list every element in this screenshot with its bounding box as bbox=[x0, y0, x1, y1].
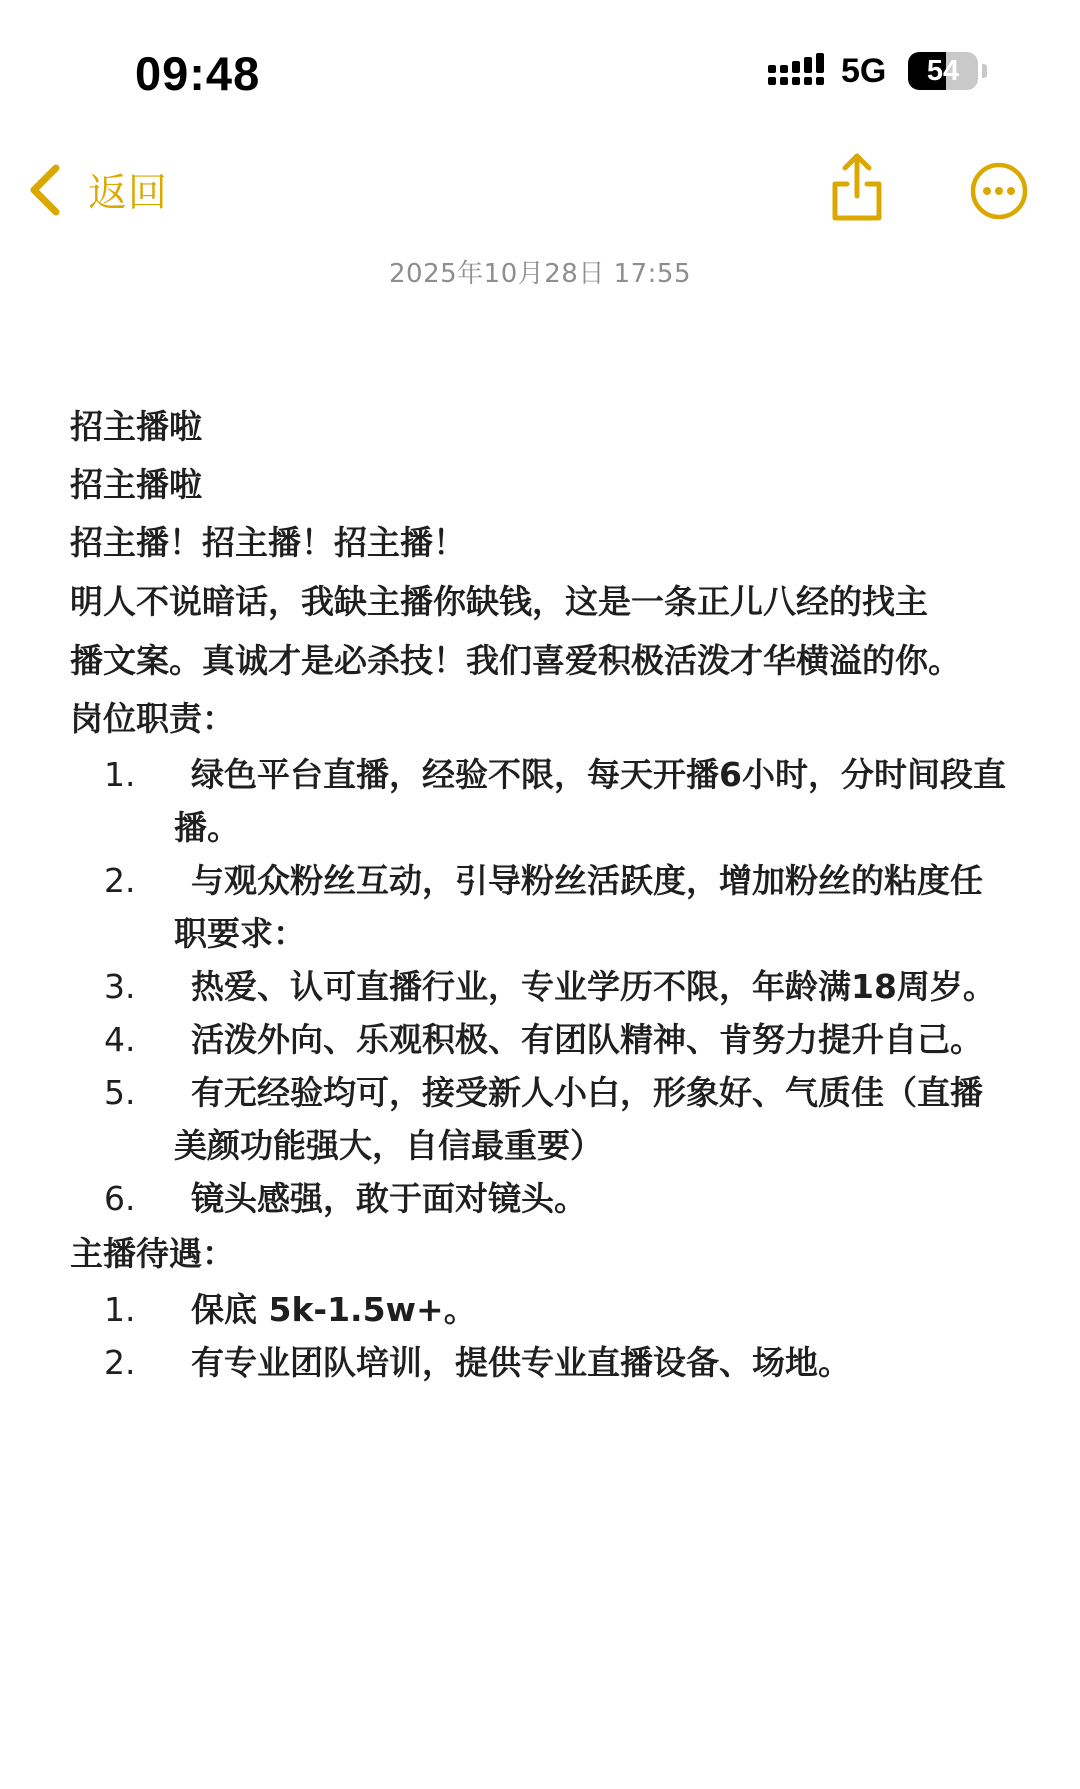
list-number: 2. bbox=[104, 861, 136, 900]
list-text: 与观众粉丝互动，引导粉丝活跃度，增加粉丝的粘度任职要求： bbox=[174, 861, 983, 953]
note-date: 2025年10月28日 17:55 bbox=[388, 259, 692, 289]
duties-list bbox=[70, 748, 1030, 1225]
list-number: 2. bbox=[104, 1343, 136, 1382]
battery-level: 54 bbox=[926, 55, 960, 87]
list-text: 热爱、认可直播行业，专业学历不限，年龄满18周岁。 bbox=[191, 967, 996, 1006]
list-item bbox=[70, 1013, 1030, 1066]
list-item bbox=[70, 960, 1030, 1013]
benefits-title: 主播待遇： bbox=[70, 1234, 235, 1273]
share-button[interactable] bbox=[827, 152, 887, 222]
intro-line: 明人不说暗话，我缺主播你缺钱，这是一条正儿八经的找主 bbox=[70, 582, 928, 621]
note-line: 招主播！招主播！招主播！ bbox=[70, 523, 466, 562]
share-icon bbox=[827, 152, 887, 222]
list-number: 3. bbox=[104, 967, 136, 1006]
status-time: 09:48 bbox=[135, 47, 261, 100]
list-item bbox=[70, 748, 1030, 854]
intro-line: 播文案。真诚才是必杀技！我们喜爱积极活泼才华横溢的你。 bbox=[70, 641, 961, 680]
list-number: 5. bbox=[104, 1073, 136, 1112]
note-body[interactable] bbox=[70, 398, 1030, 1389]
list-text: 镜头感强，敢于面对镜头。 bbox=[191, 1179, 587, 1218]
battery-icon bbox=[908, 52, 978, 90]
back-label: 返回 bbox=[88, 171, 169, 216]
list-number: 1. bbox=[104, 755, 136, 794]
list-text: 活泼外向、乐观积极、有团队精神、肯努力提升自己。 bbox=[191, 1020, 983, 1059]
duties-title: 岗位职责： bbox=[70, 699, 235, 738]
list-number: 6. bbox=[104, 1179, 136, 1218]
network-type: 5G bbox=[841, 52, 887, 90]
list-item bbox=[70, 1283, 1030, 1336]
battery-cap bbox=[982, 64, 987, 78]
note-line: 招主播啦 bbox=[70, 407, 202, 446]
list-text: 绿色平台直播，经验不限，每天开播6小时，分时间段直播。 bbox=[174, 755, 1006, 847]
status-bar bbox=[0, 0, 1080, 120]
list-item bbox=[70, 854, 1030, 960]
list-text: 有无经验均可，接受新人小白，形象好、气质佳（直播美颜功能强大，自信最重要） bbox=[174, 1073, 983, 1165]
chevron-left-icon bbox=[26, 162, 64, 218]
note-line: 招主播啦 bbox=[70, 465, 202, 504]
ellipsis-circle-icon bbox=[970, 162, 1028, 220]
list-number: 1. bbox=[104, 1290, 136, 1329]
list-item bbox=[70, 1066, 1030, 1172]
list-text: 有专业团队培训，提供专业直播设备、场地。 bbox=[191, 1343, 851, 1382]
list-item bbox=[70, 1336, 1030, 1389]
back-button[interactable] bbox=[26, 160, 168, 220]
benefits-list bbox=[70, 1283, 1030, 1389]
list-text: 保底 5k-1.5w+。 bbox=[191, 1290, 477, 1329]
more-button[interactable] bbox=[970, 162, 1028, 220]
list-item bbox=[70, 1172, 1030, 1225]
list-number: 4. bbox=[104, 1020, 136, 1059]
cellular-signal-icon bbox=[768, 53, 824, 91]
